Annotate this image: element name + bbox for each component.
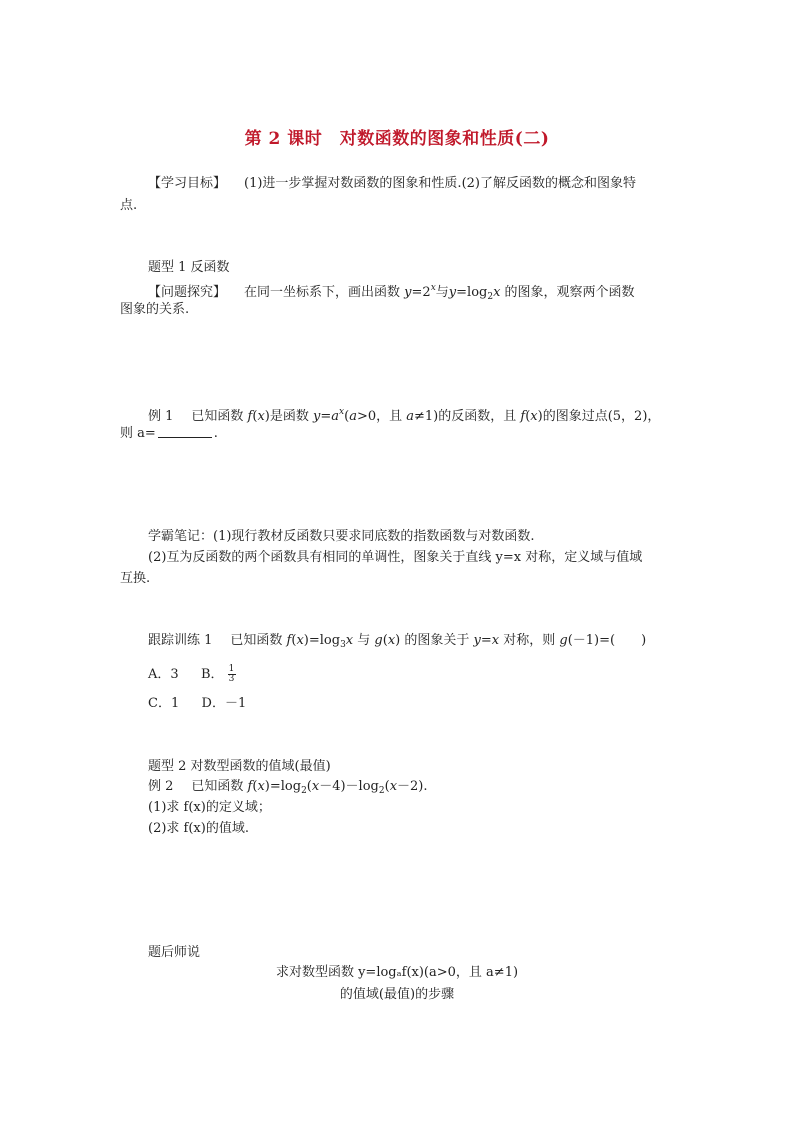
notes-line-1: 学霸笔记：(1)现行教材反函数只要求同底数的指数函数与对数函数.	[148, 529, 535, 544]
formula-y-2x: $y=2^x$	[404, 283, 436, 300]
exercise1-line: 跟踪训练 1 已知函数 $f(x)=\log_3x$ 与 g(x) 的图象关于 y=x 对称，则 g(－1)=( )	[148, 633, 647, 650]
example2-question-2: (2)求 f(x)的值域.	[148, 821, 249, 836]
option-c[interactable]: C．1	[148, 696, 180, 711]
example2-label: 例 2	[148, 779, 174, 794]
answer-blank	[158, 425, 212, 438]
type1-heading: 题型 1 反函数	[148, 260, 230, 275]
example2-question-1: (1)求 f(x)的定义域；	[148, 800, 271, 815]
objectives-text-1: (1)进一步掌握对数函数的图象和性质.(2)了解反函数的概念和图象特	[244, 176, 636, 191]
teacher-center-line-2: 的值域(最值)的步骤	[339, 987, 455, 1002]
fraction-one-third: $\frac{1}{3}$	[228, 664, 235, 684]
example1-label: 例 1	[148, 409, 174, 424]
objectives-label: 【学习目标】	[148, 176, 227, 191]
option-a[interactable]: A．3	[148, 667, 179, 682]
formula-y-log2x: $y=\log_2x$	[448, 285, 501, 302]
teacher-center-line-1: 求对数型函数 y=logₐf(x)(a>0，且 a≠1)	[275, 965, 519, 980]
example2-line: 例 2 已知函数 $f(x)=\log_2(x-4)-\log_2(x-2)$.	[148, 779, 428, 796]
inquiry-line-1: 【问题探究】 在同一坐标系下，画出函数 $y=2^x$与$y=\log_2x$ 的图象，观察两个函数	[148, 283, 635, 302]
example1-line-2: 则 a= .	[120, 426, 218, 441]
teacher-heading: 题后师说	[148, 945, 201, 960]
type2-heading: 题型 2 对数型函数的值域(最值)	[148, 759, 331, 774]
inquiry-line-2: 图象的关系.	[120, 302, 190, 317]
notes-line-2: (2)互为反函数的两个函数具有相同的单调性，图象关于直线 y=x 对称，定义域与值域	[148, 550, 643, 565]
exercise1-label: 跟踪训练 1	[148, 633, 213, 648]
inquiry-label: 【问题探究】	[148, 285, 227, 300]
options-row-1	[148, 665, 236, 684]
example1-line-1: 例 1 已知函数 f(x)是函数 $y=a^x(a>0$，且 a≠1)的反函数，且 f(x)的图象过点(5，2)，	[148, 407, 661, 424]
option-b[interactable]: B． $\frac{1}{3}$	[200, 664, 235, 684]
notes-line-3: 互换.	[120, 571, 151, 586]
objectives-line-1	[148, 175, 636, 193]
page-title: 第 2 课时 对数函数的图象和性质(二)	[244, 129, 550, 149]
options-row-2	[148, 695, 246, 713]
objectives-text-2: 点.	[120, 198, 138, 213]
option-d[interactable]: D．－1	[201, 696, 247, 711]
